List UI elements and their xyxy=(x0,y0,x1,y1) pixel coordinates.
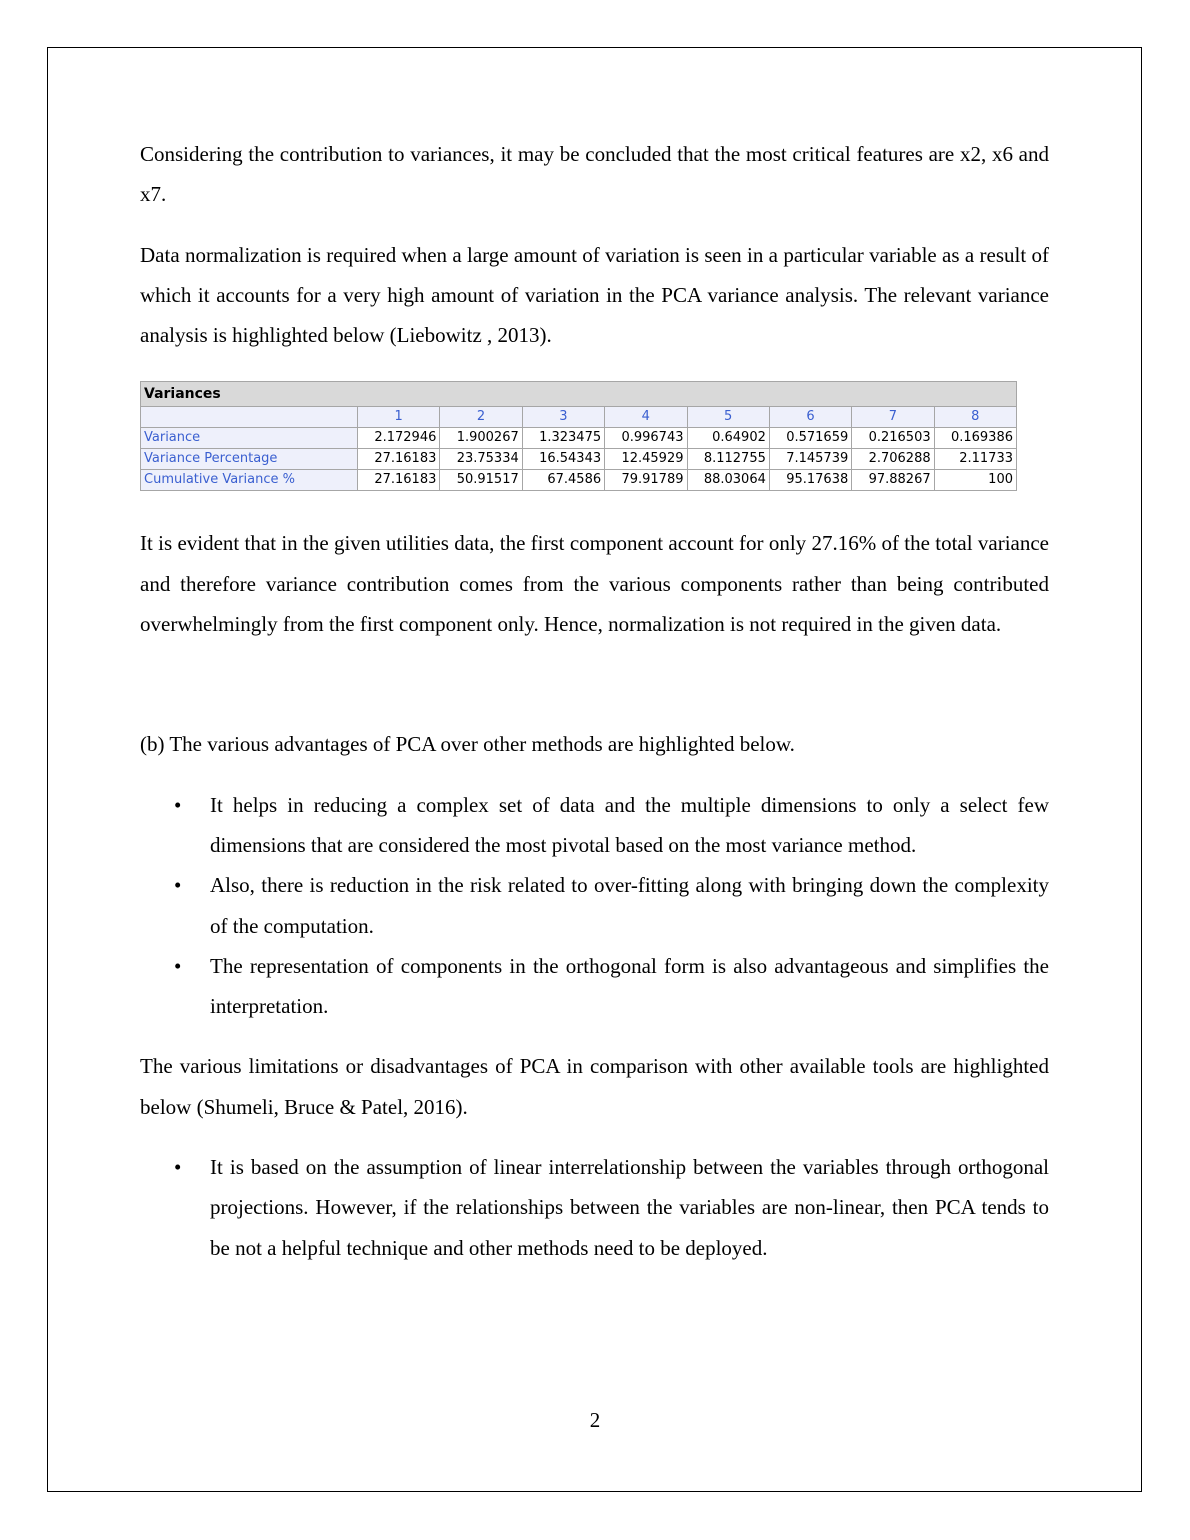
page-content xyxy=(140,134,1049,1288)
table-cell: 1.323475 xyxy=(522,428,604,449)
list-item-text: Also, there is reduction in the risk related to over-fitting along with bringing down the complexity of the computation. xyxy=(210,873,1049,938)
table-cell: 2.172946 xyxy=(358,428,440,449)
list-item-text: It is based on the assumption of linear interrelationship between the variables through orthogonal projections. However, if the relationships between the variables are non-linear, then PCA tends to be not a helpful technique and other methods need to be deployed. xyxy=(210,1155,1049,1260)
table-cell: 0.996743 xyxy=(605,428,687,449)
table-cell: 95.17638 xyxy=(769,470,851,491)
table-cell: 8.112755 xyxy=(687,449,769,470)
bullet-icon: • xyxy=(174,873,182,898)
table-cell: 0.571659 xyxy=(769,428,851,449)
table-cell: 79.91789 xyxy=(605,470,687,491)
table-cell: 97.88267 xyxy=(852,470,934,491)
row-label: Variance xyxy=(141,428,358,449)
column-header: 7 xyxy=(852,407,934,428)
table-cell: 2.11733 xyxy=(934,449,1016,470)
bullet-icon: • xyxy=(174,792,182,817)
list-item xyxy=(140,865,1049,946)
list-item-text: It helps in reducing a complex set of data and the multiple dimensions to only a select few dimensions that are considered the most pivotal based on the most variance method. xyxy=(210,792,1049,857)
column-header: 1 xyxy=(358,407,440,428)
table-cell: 7.145739 xyxy=(769,449,851,470)
page-number: 2 xyxy=(589,1408,601,1432)
column-header: 8 xyxy=(934,407,1016,428)
table-cell: 2.706288 xyxy=(852,449,934,470)
table-cell: 16.54343 xyxy=(522,449,604,470)
paragraph: Data normalization is required when a large amount of variation is seen in a particular variable as a result of which it accounts for a very high amount of variation in the PCA variance analysis. The relevant variance analysis is highlighted below (Liebowitz , 2013). xyxy=(140,242,1049,348)
advantages-list xyxy=(140,785,1049,1027)
list-item xyxy=(140,1147,1049,1268)
table-cell: 23.75334 xyxy=(440,449,522,470)
header-blank-cell xyxy=(141,407,358,428)
table-row xyxy=(141,428,1017,449)
paragraph: Considering the contribution to variances, it may be concluded that the most critical features are x2, x6 and x7. xyxy=(140,142,1049,207)
table-cell: 12.45929 xyxy=(605,449,687,470)
column-header: 3 xyxy=(522,407,604,428)
bullet-icon: • xyxy=(174,1155,182,1180)
table-title: Variances xyxy=(141,382,1017,407)
column-header: 2 xyxy=(440,407,522,428)
table-cell: 27.16183 xyxy=(358,449,440,470)
table-cell: 0.64902 xyxy=(687,428,769,449)
limitations-list xyxy=(140,1147,1049,1268)
bullet-icon: • xyxy=(174,953,182,978)
table-cell: 50.91517 xyxy=(440,470,522,491)
table-cell: 27.16183 xyxy=(358,470,440,491)
table-cell: 1.900267 xyxy=(440,428,522,449)
table-cell: 88.03064 xyxy=(687,470,769,491)
paragraph: (b) The various advantages of PCA over other methods are highlighted below. xyxy=(140,732,795,757)
column-header: 5 xyxy=(687,407,769,428)
paragraph: The various limitations or disadvantages of PCA in comparison with other available tools are highlighted below (Shumeli, Bruce & Patel, 2016). xyxy=(140,1054,1049,1119)
table-row xyxy=(141,449,1017,470)
variances-table xyxy=(140,381,1017,491)
list-item xyxy=(140,946,1049,1027)
table-cell: 67.4586 xyxy=(522,470,604,491)
list-item-text: The representation of components in the orthogonal form is also advantageous and simplifies the interpretation. xyxy=(210,953,1049,1019)
column-header: 4 xyxy=(605,407,687,428)
row-label: Cumulative Variance % xyxy=(141,470,358,491)
paragraph: It is evident that in the given utilities data, the first component account for only 27.16% of the total variance and therefore variance contribution comes from the various components rather than being contributed overwhelmingly from the first component only. Hence, normalization is not required in the given data. xyxy=(140,531,1049,637)
table-cell: 0.169386 xyxy=(934,428,1016,449)
column-header: 6 xyxy=(769,407,851,428)
row-label: Variance Percentage xyxy=(141,449,358,470)
table-cell: 100 xyxy=(934,470,1016,491)
table-row xyxy=(141,470,1017,491)
list-item xyxy=(140,785,1049,866)
table-cell: 0.216503 xyxy=(852,428,934,449)
